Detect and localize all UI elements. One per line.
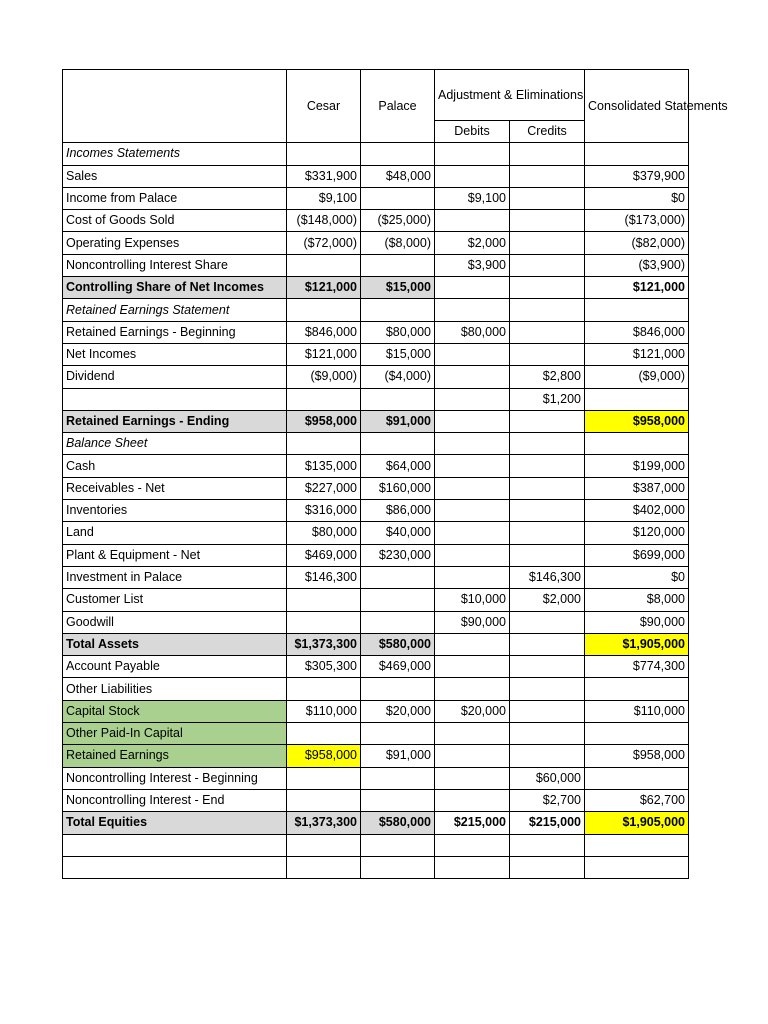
cell-palace[interactable]: $580,000: [361, 633, 435, 655]
cell-credit[interactable]: $215,000: [510, 812, 585, 834]
cell-credit[interactable]: [510, 544, 585, 566]
cell-debit[interactable]: [435, 745, 510, 767]
table-row: [63, 678, 689, 700]
cell-cesar[interactable]: [287, 433, 361, 455]
table-row: [63, 232, 689, 254]
table-row: [63, 410, 689, 432]
cell-debit[interactable]: [435, 834, 510, 856]
cell-consolidated[interactable]: [585, 143, 689, 165]
cell-consolidated[interactable]: $774,300: [585, 656, 689, 678]
cell-palace[interactable]: [361, 834, 435, 856]
cell-debit[interactable]: [435, 723, 510, 745]
cell-credit[interactable]: [510, 433, 585, 455]
table-row: [63, 566, 689, 588]
row-label[interactable]: Cash: [63, 455, 287, 477]
table-row: [63, 544, 689, 566]
row-label[interactable]: Noncontrolling Interest - Beginning: [63, 767, 287, 789]
cell-credit[interactable]: [510, 723, 585, 745]
cell-debit[interactable]: $20,000: [435, 700, 510, 722]
cell-credit[interactable]: [510, 187, 585, 209]
cell-consolidated[interactable]: [585, 834, 689, 856]
row-label[interactable]: [63, 834, 287, 856]
row-label[interactable]: Goodwill: [63, 611, 287, 633]
cell-consolidated[interactable]: $110,000: [585, 700, 689, 722]
cell-palace[interactable]: $86,000: [361, 500, 435, 522]
cell-credit[interactable]: [510, 321, 585, 343]
header-cesar: Cesar: [287, 70, 361, 143]
cell-palace[interactable]: $469,000: [361, 656, 435, 678]
cell-palace[interactable]: $40,000: [361, 522, 435, 544]
cell-cesar[interactable]: $80,000: [287, 522, 361, 544]
cell-debit[interactable]: [435, 633, 510, 655]
row-label[interactable]: Plant & Equipment - Net: [63, 544, 287, 566]
cell-palace[interactable]: $64,000: [361, 455, 435, 477]
cell-cesar[interactable]: $469,000: [287, 544, 361, 566]
table-row: [63, 277, 689, 299]
table-row: [63, 834, 689, 856]
cell-cesar[interactable]: $1,373,300: [287, 812, 361, 834]
cell-cesar[interactable]: $305,300: [287, 656, 361, 678]
row-label[interactable]: Noncontrolling Interest - End: [63, 789, 287, 811]
table-row: [63, 500, 689, 522]
cell-consolidated[interactable]: $8,000: [585, 589, 689, 611]
cell-cesar[interactable]: [287, 589, 361, 611]
cell-debit[interactable]: $80,000: [435, 321, 510, 343]
cell-consolidated[interactable]: $1,905,000: [585, 633, 689, 655]
cell-palace[interactable]: [361, 254, 435, 276]
row-label[interactable]: Controlling Share of Net Incomes: [63, 277, 287, 299]
header-adjustments: Adjustment & Eliminations: [435, 70, 585, 121]
row-label[interactable]: Inventories: [63, 500, 287, 522]
cell-palace[interactable]: [361, 723, 435, 745]
cell-palace[interactable]: $580,000: [361, 812, 435, 834]
cell-debit[interactable]: [435, 455, 510, 477]
table-row: [63, 254, 689, 276]
cell-credit[interactable]: $1,200: [510, 388, 585, 410]
cell-credit[interactable]: $146,300: [510, 566, 585, 588]
cell-consolidated[interactable]: $120,000: [585, 522, 689, 544]
cell-credit[interactable]: [510, 165, 585, 187]
row-label[interactable]: Retained Earnings: [63, 745, 287, 767]
cell-consolidated[interactable]: $958,000: [585, 410, 689, 432]
cell-cesar[interactable]: $110,000: [287, 700, 361, 722]
table-row: [63, 343, 689, 365]
row-label[interactable]: Retained Earnings - Beginning: [63, 321, 287, 343]
cell-consolidated[interactable]: $1,905,000: [585, 812, 689, 834]
cell-palace[interactable]: $20,000: [361, 700, 435, 722]
cell-debit[interactable]: [435, 477, 510, 499]
cell-consolidated[interactable]: $846,000: [585, 321, 689, 343]
cell-credit[interactable]: $2,700: [510, 789, 585, 811]
row-label[interactable]: Retained Earnings - Ending: [63, 410, 287, 432]
table-row: [63, 767, 689, 789]
cell-palace[interactable]: ($25,000): [361, 210, 435, 232]
cell-consolidated[interactable]: $379,900: [585, 165, 689, 187]
cell-palace[interactable]: [361, 589, 435, 611]
table-row: [63, 700, 689, 722]
row-label[interactable]: Other Liabilities: [63, 678, 287, 700]
cell-credit[interactable]: [510, 232, 585, 254]
cell-cesar[interactable]: [287, 143, 361, 165]
cell-debit[interactable]: [435, 500, 510, 522]
cell-credit[interactable]: [510, 656, 585, 678]
header-debits: Debits: [435, 121, 510, 143]
cell-palace[interactable]: [361, 767, 435, 789]
cell-palace[interactable]: [361, 187, 435, 209]
cell-palace[interactable]: ($8,000): [361, 232, 435, 254]
cell-debit[interactable]: [435, 299, 510, 321]
row-label[interactable]: Land: [63, 522, 287, 544]
cell-palace[interactable]: [361, 299, 435, 321]
cell-palace[interactable]: [361, 143, 435, 165]
section-row: [63, 143, 689, 165]
cell-debit[interactable]: $10,000: [435, 589, 510, 611]
cell-debit[interactable]: [435, 678, 510, 700]
cell-debit[interactable]: [435, 856, 510, 878]
cell-palace[interactable]: $91,000: [361, 745, 435, 767]
cell-cesar[interactable]: [287, 789, 361, 811]
cell-credit[interactable]: [510, 633, 585, 655]
cell-consolidated[interactable]: [585, 388, 689, 410]
cell-cesar[interactable]: $846,000: [287, 321, 361, 343]
cell-consolidated[interactable]: ($3,900): [585, 254, 689, 276]
cell-consolidated[interactable]: ($9,000): [585, 366, 689, 388]
cell-cesar[interactable]: $121,000: [287, 277, 361, 299]
cell-credit[interactable]: [510, 856, 585, 878]
cell-debit[interactable]: [435, 410, 510, 432]
cell-debit[interactable]: [435, 544, 510, 566]
cell-consolidated[interactable]: [585, 856, 689, 878]
cell-consolidated[interactable]: $958,000: [585, 745, 689, 767]
cell-credit[interactable]: [510, 299, 585, 321]
table-row: [63, 522, 689, 544]
cell-palace[interactable]: [361, 611, 435, 633]
header-row: [63, 70, 689, 121]
cell-consolidated[interactable]: $199,000: [585, 455, 689, 477]
row-label[interactable]: Customer List: [63, 589, 287, 611]
cell-cesar[interactable]: $121,000: [287, 343, 361, 365]
cell-debit[interactable]: [435, 165, 510, 187]
cell-palace[interactable]: [361, 856, 435, 878]
cell-cesar[interactable]: [287, 611, 361, 633]
cell-credit[interactable]: [510, 254, 585, 276]
cell-palace[interactable]: [361, 678, 435, 700]
cell-consolidated[interactable]: [585, 433, 689, 455]
cell-consolidated[interactable]: $121,000: [585, 277, 689, 299]
row-label[interactable]: Total Assets: [63, 633, 287, 655]
table-row: [63, 723, 689, 745]
cell-cesar[interactable]: $958,000: [287, 410, 361, 432]
cell-cesar[interactable]: $331,900: [287, 165, 361, 187]
cell-cesar[interactable]: $227,000: [287, 477, 361, 499]
cell-credit[interactable]: [510, 700, 585, 722]
cell-consolidated[interactable]: $90,000: [585, 611, 689, 633]
row-label[interactable]: Dividend: [63, 366, 287, 388]
section-row: [63, 433, 689, 455]
row-label[interactable]: Account Payable: [63, 656, 287, 678]
cell-cesar[interactable]: ($148,000): [287, 210, 361, 232]
table-row: [63, 745, 689, 767]
cell-consolidated[interactable]: [585, 723, 689, 745]
cell-debit[interactable]: [435, 277, 510, 299]
row-label[interactable]: Cost of Goods Sold: [63, 210, 287, 232]
row-label[interactable]: Investment in Palace: [63, 566, 287, 588]
cell-consolidated[interactable]: $0: [585, 187, 689, 209]
cell-cesar[interactable]: [287, 299, 361, 321]
cell-palace[interactable]: $15,000: [361, 277, 435, 299]
cell-cesar[interactable]: ($72,000): [287, 232, 361, 254]
cell-cesar[interactable]: [287, 678, 361, 700]
cell-consolidated[interactable]: [585, 767, 689, 789]
cell-palace[interactable]: [361, 566, 435, 588]
table-row: [63, 611, 689, 633]
cell-credit[interactable]: $2,000: [510, 589, 585, 611]
cell-debit[interactable]: [435, 656, 510, 678]
cell-debit[interactable]: $9,100: [435, 187, 510, 209]
cell-cesar[interactable]: [287, 767, 361, 789]
cell-consolidated[interactable]: $699,000: [585, 544, 689, 566]
table-row: [63, 388, 689, 410]
cell-debit[interactable]: $3,900: [435, 254, 510, 276]
row-label[interactable]: Income from Palace: [63, 187, 287, 209]
cell-debit[interactable]: [435, 366, 510, 388]
cell-cesar[interactable]: $1,373,300: [287, 633, 361, 655]
row-label[interactable]: Net Incomes: [63, 343, 287, 365]
cell-credit[interactable]: [510, 500, 585, 522]
table-row: [63, 789, 689, 811]
table-row: [63, 812, 689, 834]
header-consolidated: Consolidated Statements: [585, 70, 689, 143]
cell-consolidated[interactable]: $387,000: [585, 477, 689, 499]
cell-debit[interactable]: [435, 566, 510, 588]
cell-palace[interactable]: $15,000: [361, 343, 435, 365]
section-title[interactable]: Retained Earnings Statement: [63, 299, 287, 321]
cell-consolidated[interactable]: [585, 299, 689, 321]
row-label[interactable]: Other Paid-In Capital: [63, 723, 287, 745]
cell-consolidated[interactable]: $402,000: [585, 500, 689, 522]
cell-debit[interactable]: $215,000: [435, 812, 510, 834]
table-row: [63, 455, 689, 477]
cell-consolidated[interactable]: $62,700: [585, 789, 689, 811]
cell-cesar[interactable]: [287, 723, 361, 745]
cell-credit[interactable]: $2,800: [510, 366, 585, 388]
cell-credit[interactable]: [510, 678, 585, 700]
cell-debit[interactable]: [435, 789, 510, 811]
table-row: [63, 633, 689, 655]
row-label[interactable]: [63, 856, 287, 878]
cell-palace[interactable]: [361, 388, 435, 410]
cell-consolidated[interactable]: [585, 678, 689, 700]
cell-consolidated[interactable]: ($173,000): [585, 210, 689, 232]
cell-credit[interactable]: [510, 477, 585, 499]
cell-credit[interactable]: [510, 210, 585, 232]
table-row: [63, 187, 689, 209]
row-label[interactable]: Noncontrolling Interest Share: [63, 254, 287, 276]
table-row: [63, 210, 689, 232]
table-row: [63, 589, 689, 611]
cell-credit[interactable]: [510, 834, 585, 856]
cell-palace[interactable]: $230,000: [361, 544, 435, 566]
row-label[interactable]: Receivables - Net: [63, 477, 287, 499]
cell-palace[interactable]: ($4,000): [361, 366, 435, 388]
cell-cesar[interactable]: ($9,000): [287, 366, 361, 388]
cell-debit[interactable]: $90,000: [435, 611, 510, 633]
cell-credit[interactable]: [510, 745, 585, 767]
cell-cesar[interactable]: [287, 254, 361, 276]
cell-debit[interactable]: $2,000: [435, 232, 510, 254]
cell-palace[interactable]: [361, 433, 435, 455]
cell-consolidated[interactable]: $0: [585, 566, 689, 588]
cell-credit[interactable]: [510, 611, 585, 633]
cell-debit[interactable]: [435, 143, 510, 165]
table-row: [63, 165, 689, 187]
cell-debit[interactable]: [435, 767, 510, 789]
row-label[interactable]: Sales: [63, 165, 287, 187]
cell-debit[interactable]: [435, 522, 510, 544]
header-blank-cell: [63, 70, 287, 143]
cell-credit[interactable]: [510, 343, 585, 365]
section-row: [63, 299, 689, 321]
cell-cesar[interactable]: [287, 834, 361, 856]
table-row: [63, 477, 689, 499]
cell-palace[interactable]: $80,000: [361, 321, 435, 343]
cell-credit[interactable]: [510, 410, 585, 432]
cell-cesar[interactable]: [287, 856, 361, 878]
cell-consolidated[interactable]: $121,000: [585, 343, 689, 365]
cell-palace[interactable]: $48,000: [361, 165, 435, 187]
cell-palace[interactable]: $160,000: [361, 477, 435, 499]
cell-credit[interactable]: $60,000: [510, 767, 585, 789]
cell-credit[interactable]: [510, 522, 585, 544]
table-row: [63, 856, 689, 878]
cell-cesar[interactable]: $146,300: [287, 566, 361, 588]
cell-credit[interactable]: [510, 277, 585, 299]
cell-palace[interactable]: $91,000: [361, 410, 435, 432]
cell-cesar[interactable]: $135,000: [287, 455, 361, 477]
table-row: [63, 656, 689, 678]
cell-cesar[interactable]: [287, 388, 361, 410]
cell-consolidated[interactable]: ($82,000): [585, 232, 689, 254]
row-label[interactable]: Capital Stock: [63, 700, 287, 722]
row-label[interactable]: Operating Expenses: [63, 232, 287, 254]
section-title[interactable]: Incomes Statements: [63, 143, 287, 165]
header-palace: Palace: [361, 70, 435, 143]
cell-cesar[interactable]: $9,100: [287, 187, 361, 209]
cell-credit[interactable]: [510, 455, 585, 477]
table-row: [63, 366, 689, 388]
section-title[interactable]: Balance Sheet: [63, 433, 287, 455]
cell-debit[interactable]: [435, 433, 510, 455]
header-credits: Credits: [510, 121, 585, 143]
cell-debit[interactable]: [435, 210, 510, 232]
cell-debit[interactable]: [435, 388, 510, 410]
row-label[interactable]: [63, 388, 287, 410]
consolidation-worksheet: [62, 69, 728, 879]
cell-credit[interactable]: [510, 143, 585, 165]
table-row: [63, 321, 689, 343]
row-label[interactable]: Total Equities: [63, 812, 287, 834]
cell-palace[interactable]: [361, 789, 435, 811]
cell-cesar[interactable]: $958,000: [287, 745, 361, 767]
cell-cesar[interactable]: $316,000: [287, 500, 361, 522]
cell-debit[interactable]: [435, 343, 510, 365]
